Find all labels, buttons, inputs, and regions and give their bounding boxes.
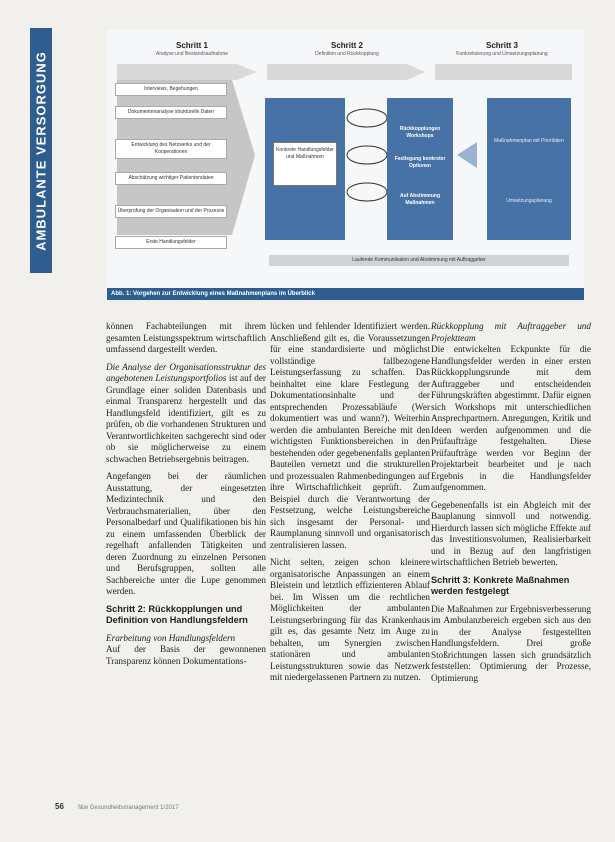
col1-paragraph-2-text: ist auf der Grundlage einer soliden Datenbasis und einmal Transparenz hergestellt und das Handlungsfeld identifiziert, gilt es zu prüfen, ob die vorhandenen Strukturen und Verantwortlichkeiten sachgerecht sind oder ob sie möglicherweise zu einem schwachen Betriebsergebnis beitragen. bbox=[106, 373, 266, 464]
step-2-header-arrow bbox=[267, 64, 425, 80]
step-2-header bbox=[282, 41, 412, 57]
feedback-item-3: Auf Abstimmung Maßnahmen bbox=[399, 193, 441, 206]
left-box-5: Überprüfung der Organisation und der Prozesse bbox=[115, 205, 227, 218]
connector-arrow bbox=[457, 142, 477, 168]
left-box-2: Dokumentenanalyse strukturelle Daten bbox=[115, 106, 227, 119]
col2-paragraph-2: Nicht selten, zeigen schon kleinere organisatorische Anpassungen an einem Bleistein und letztlich effizienteren Ablauf bei. Im Wissen um die rechtlichen Möglichkeiten der ambulanten Leistungserbringung für das Krankenhaus gilt es, das gesamte Netz im Auge zu behalten, um Synergien zwischen stationären und ambulanten Leistungsstrukturen sowie das Netzwerk mit niedergelassenen Partnern zu nutzen. bbox=[270, 557, 430, 682]
col3-heading-step-3: Schritt 3: Konkrete Maßnahmen werden festgelegt bbox=[431, 574, 570, 596]
step-1-header bbox=[127, 41, 257, 57]
step-1-title: Schritt 1 bbox=[175, 41, 208, 50]
middle-box: Konkrete Handlungsfelder und Maßnahmen bbox=[273, 142, 337, 186]
step-1-header-arrow bbox=[117, 64, 257, 80]
page-number: 56 bbox=[55, 802, 64, 811]
col1-subheading-text: Erarbeitung von Handlungsfeldern bbox=[106, 632, 236, 643]
feedback-panel bbox=[387, 98, 453, 240]
section-label: AMBULANTE VERSORGUNG bbox=[33, 50, 49, 251]
col1-subheading bbox=[106, 633, 266, 645]
feedback-item-1: Rückkopplungen Workshops bbox=[399, 126, 441, 139]
col2-paragraph-1: lücken und fehlender Identifiziert werden. Anschließend gilt es, die Voraussetzungen für eine standardisierte und möglichst vollständige fallbezogene Leistungserfassung zu schaffen. Das beinhaltet eine klare Festlegung der Dokumentationsinhalte und der entsprechenden Prozessabläufe (Wer dokumentiert was und wann?). Weiterhin werden die ambulanten Bereiche mit den wichtigsten Funktionsbereichen in den bestehenden oder gegebenenfalls geplanten Bauteilen vernetzt und die strukturellen und prozessualen Rahmenbedingungen auf ihre Wirtschaftlichkeit geprüft. Zum Beispiel durch die Verantwortung der Festsetzung, welche Leistungsbereiche sich insgesamt der Personal- und Raumplanung sinnvoll und organisatorisch zentralisieren lassen. bbox=[270, 321, 430, 550]
feedback-loop-1 bbox=[347, 109, 387, 127]
col1-heading-step-2: Schritt 2: Rückkopplungen und Definition von Handlungsfeldern bbox=[106, 603, 248, 625]
step-3-title: Schritt 3 bbox=[485, 41, 518, 50]
step-3-header bbox=[437, 41, 567, 57]
column-1 bbox=[106, 321, 266, 673]
feedback-item-2: Festlegung konkreter Optionen bbox=[394, 156, 446, 169]
left-box-1: Interviews, Begehungen bbox=[115, 83, 227, 96]
step-2-title: Schritt 2 bbox=[330, 41, 363, 50]
left-box-3: Entwicklung des Netzwerks und der Kooperationen bbox=[115, 139, 227, 159]
column-2 bbox=[270, 321, 430, 690]
middle-panel bbox=[265, 98, 345, 240]
magazine-name: f&w Gesundheitsmanagement 1/2017 bbox=[78, 805, 179, 811]
page-footer bbox=[55, 802, 179, 811]
process-figure bbox=[107, 30, 584, 300]
step-3-header-arrow bbox=[435, 64, 572, 80]
step-2-subtitle: Definition und Rückkopplung bbox=[315, 51, 379, 57]
result-panel bbox=[487, 98, 571, 240]
col3-subheading bbox=[431, 321, 591, 344]
step-1-subtitle: Analyse und Bestandsaufnahme bbox=[156, 51, 228, 57]
left-box-4: Abschätzung wichtiger Patientendaten bbox=[115, 172, 227, 185]
col1-paragraph-2 bbox=[106, 362, 266, 466]
col1-paragraph-3: Angefangen bei der räumlichen Ausstattung, der eingesetzten Medizintechnik und den Verbrauchsmaterialien, über den Personalbedarf und Qualifikationen bis hin zu einem umfassenden Überblick der regelhaft anfallenden Tätigkeiten und deren Zuordnung zu einzelnen Personen und Berufsgruppen, sollten alle Sachbereiche unter die Lupe genommen werden. bbox=[106, 471, 266, 596]
col1-paragraph-1: können Fachabteilungen mit ihrem gesamten Leistungsspektrum wirtschaftlich umfassend dargestellt werden. bbox=[106, 321, 266, 354]
col3-paragraph-1: Die entwickelten Eckpunkte für die Handlungsfelder werden in einer ersten Rückkopplungsrunde mit dem Auftraggeber und entscheidenden Führungskräften abgestimmt. Dafür eignen sich Workshops mit unterschiedlichen Ansprechpartnern. Anregungen, Kritik und Ideen werden aufgenommen und die Prüfaufträge festgehalten. Diese Prüfaufträge werden vor Beginn der Projektarbeit bearbeitet und je nach Ergebnis in die Handlungsfelder aufgenommen. bbox=[431, 344, 591, 492]
feedback-loop-3 bbox=[347, 183, 387, 201]
col3-paragraph-3: Die Maßnahmen zur Ergebnisverbesserung im Ambulanzbereich ergeben sich aus den in der Analyse festgestellten Handlungsfeldern. Drei große Stoßrichtungen lassen sich grundsätzlich feststellen: Optimierung der Prozesse, Optimierung bbox=[431, 603, 591, 683]
figure-caption: Abb. 1: Vorgehen zur Entwicklung eines Maßnahmenplans im Überblick bbox=[107, 288, 584, 300]
result-item-2: Umsetzungsplanung bbox=[506, 198, 552, 204]
col1-lead-in: Die Analyse der Organisationsstruktur des angebotenen Leistungsportfolios bbox=[106, 361, 266, 383]
col3-subheading-text: Rückkopplung mit Auftraggeber und Projektteam bbox=[431, 321, 591, 343]
column-3 bbox=[431, 321, 591, 690]
feedback-loop-2 bbox=[347, 146, 387, 164]
communication-band: Laufende Kommunikation und Abstimmung mit Auftraggeber bbox=[269, 255, 569, 266]
col1-paragraph-5: Auf der Basis der gewonnenen Transparenz können Dokumentations- bbox=[106, 644, 266, 666]
section-sidebar bbox=[30, 28, 52, 273]
left-box-6: Erste Handlungsfelder bbox=[115, 236, 227, 249]
result-item-1: Maßnahmenplan mit Prioritäten bbox=[494, 138, 564, 144]
col3-paragraph-2: Gegebenenfalls ist ein Abgleich mit der Bauplanung sinnvoll und notwendig. Hierdurch lassen sich mögliche Effekte auf das Investitionsvolumen, Realisierbarkeit und in Bezug auf den langfristigen wirtschaftlichen Betrieb bewerten. bbox=[431, 499, 591, 567]
step-3-subtitle: Konkretisierung und Umsetzungsplanung bbox=[456, 51, 548, 57]
